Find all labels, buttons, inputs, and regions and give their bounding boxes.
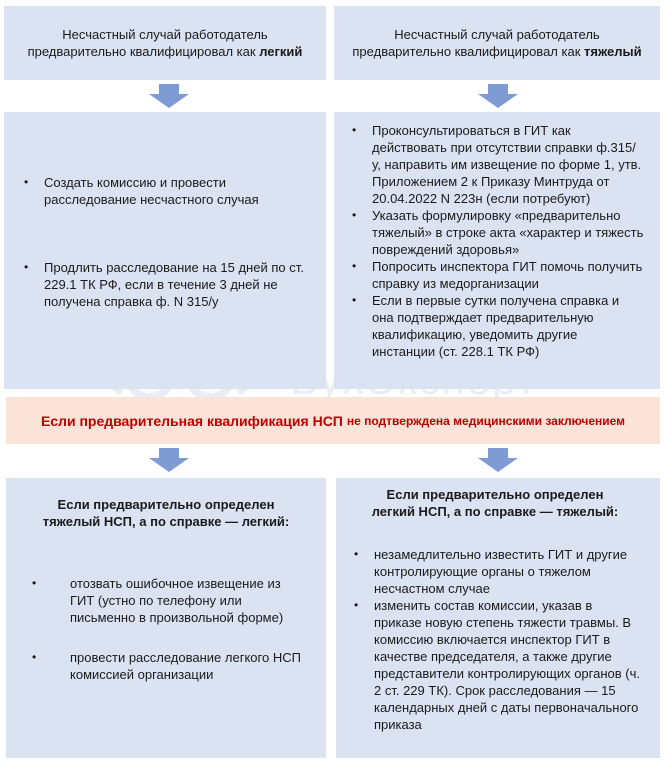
arrow-down-icon — [478, 84, 518, 108]
list-item: • Если в первые сутки получена справка и она подтверждает предварительную квалификацию, уведомить другие инстанции (ст. 228.1 ТК РФ) — [346, 292, 644, 360]
list-item: • Попросить инспектора ГИТ помочь получить справку из медорганизации — [346, 258, 644, 292]
top-left-severity: легкий — [259, 44, 303, 59]
mid-right-box — [334, 112, 660, 389]
bottom-left-list — [26, 575, 306, 683]
bottom-left-title: Если предварительно определен тяжелый НСП, а по справке — легкий: — [42, 497, 290, 529]
list-item: • Проконсультироваться в ГИТ как действовать при отсутствии справки ф.315/у, направить им извещение по форме 1, утв. Приложением 2 к Приказу Минтруда от 20.04.2022 N 223н (если потребуют) — [346, 122, 644, 207]
top-left-line2: предварительно квалифицировал как — [27, 44, 260, 59]
bottom-right-list — [348, 546, 642, 733]
top-right-box — [334, 6, 660, 80]
list-item: • Создать комиссию и провести расследование несчастного случая — [18, 174, 312, 208]
list-item: • провести расследование легкого НСП комиссией организации — [26, 649, 306, 683]
banner-text-main: Если предварительная квалификация НСП — [40, 412, 343, 429]
arrow-down-icon — [149, 84, 189, 108]
list-item: • незамедлительно известить ГИТ и другие контролирующие органы о тяжелом несчастном случае — [348, 546, 642, 597]
mid-left-box — [4, 112, 326, 389]
arrow-down-icon — [478, 448, 518, 472]
top-right-line2: предварительно квалифицировал как — [352, 44, 584, 59]
top-right-line1: Несчастный случай работодатель — [394, 27, 600, 42]
condition-banner — [6, 397, 660, 444]
mid-right-list — [346, 122, 644, 360]
arrow-down-icon — [149, 448, 189, 472]
bottom-left-box — [6, 478, 326, 758]
banner-text-secondary: не подтверждена медицинскими заключением — [346, 413, 626, 428]
top-right-severity: тяжелый — [584, 44, 642, 59]
bottom-right-box — [336, 478, 660, 758]
mid-left-list — [18, 174, 312, 310]
list-item: • изменить состав комиссии, указав в приказе новую степень тяжести травмы. В комиссию включается инспектор ГИТ в качестве председателя, а также другие представители контролирующих органов (ч. 2 ст. 229 ТК). Срок расследования — 15 календарных дней с даты первоначального приказа — [348, 597, 642, 733]
list-item: • Указать формулировку «предварительно тяжелый» в строке акта «характер и тяжесть повреждений здоровья» — [346, 207, 644, 258]
list-item: • Продлить расследование на 15 дней по ст. 229.1 ТК РФ, если в течение 3 дней не получена справка ф. N 315/у — [18, 259, 312, 310]
top-left-box — [4, 6, 326, 80]
list-item: • отозвать ошибочное извещение из ГИТ (устно по телефону или письменно в произвольной форме) — [26, 575, 306, 626]
top-left-line1: Несчастный случай работодатель — [62, 27, 268, 42]
bottom-right-title: Если предварительно определен легкий НСП, а по справке — тяжелый: — [371, 487, 619, 519]
